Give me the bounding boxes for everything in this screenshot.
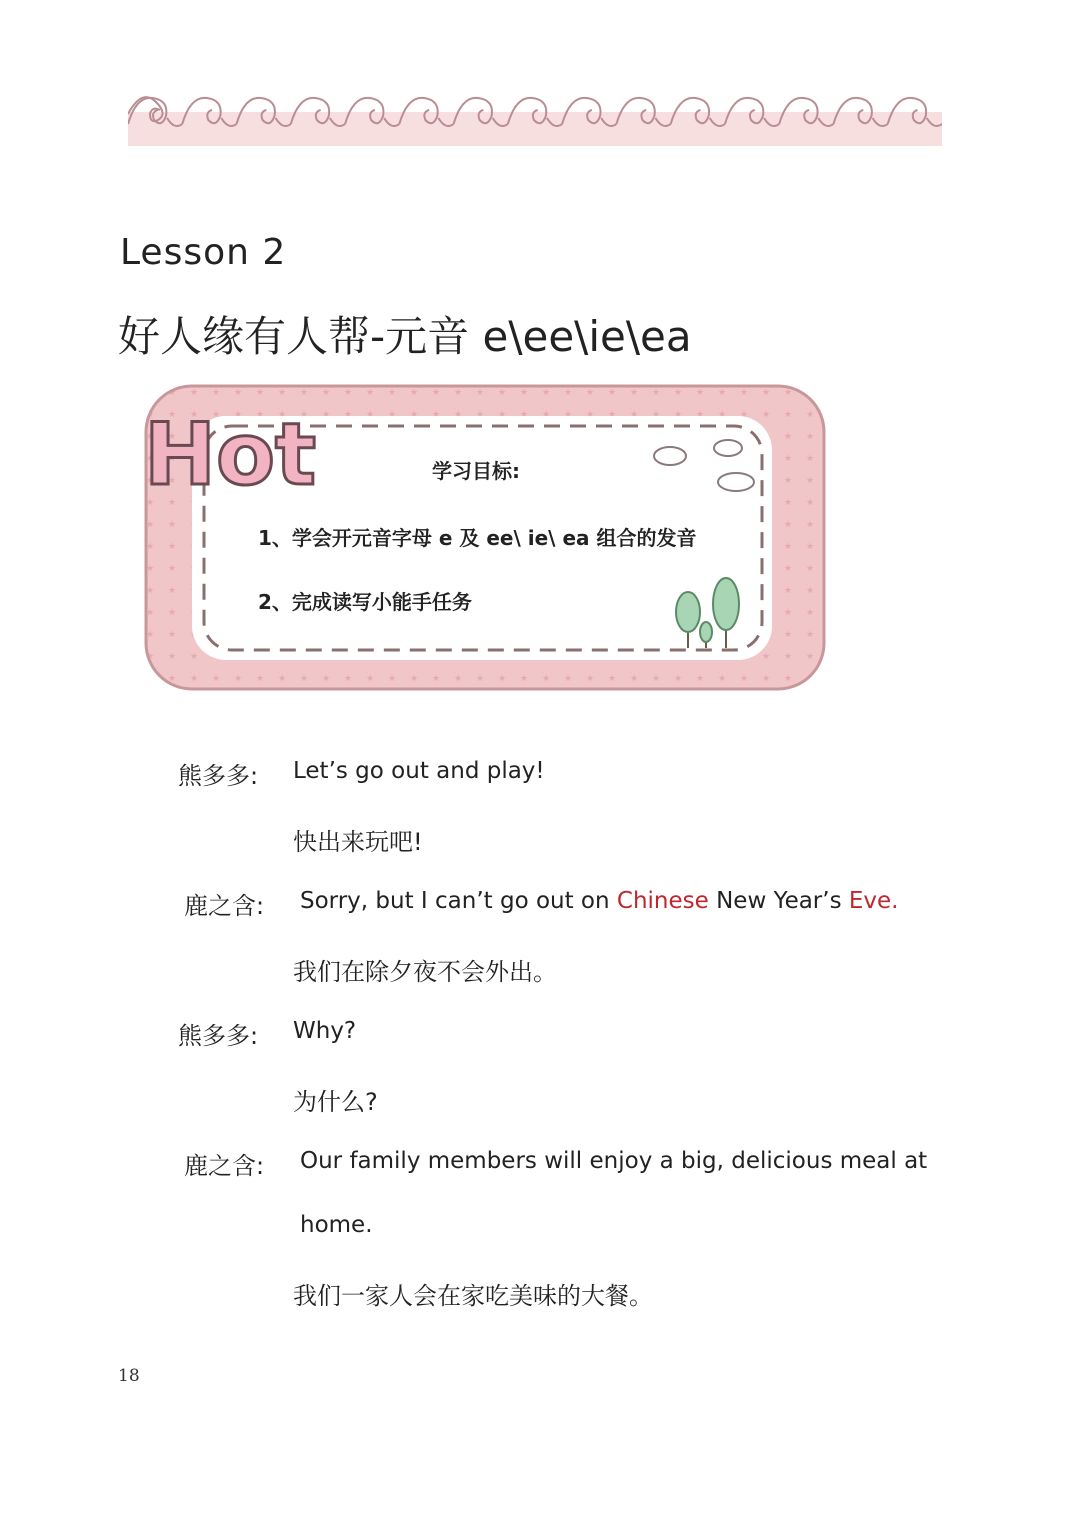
english-line: Let’s go out and play! xyxy=(293,758,545,784)
speaker-label: 熊多多: xyxy=(178,762,259,790)
text-segment: Sorry, but I can’t go out on xyxy=(300,888,617,914)
wave-border-decoration xyxy=(128,84,942,146)
chinese-line: 我们一家人会在家吃美味的大餐。 xyxy=(293,1282,653,1310)
hot-badge-icon xyxy=(144,405,316,505)
speaker-label: 熊多多: xyxy=(178,1022,259,1050)
goals-heading: 学习目标: xyxy=(432,459,520,483)
hot-badge-text: Hot xyxy=(144,405,317,505)
lesson-number: Lesson 2 xyxy=(120,232,287,273)
lesson-title: 好人缘有人帮-元音 e\ee\ie\ea xyxy=(118,312,692,361)
english-line-continued: home. xyxy=(300,1212,373,1238)
chinese-line: 快出来玩吧! xyxy=(293,828,423,856)
goal-item-2: 2、完成读写小能手任务 xyxy=(258,590,472,614)
chinese-line: 我们在除夕夜不会外出。 xyxy=(293,958,557,986)
highlight-word: Chinese xyxy=(616,888,709,914)
highlight-word: Eve. xyxy=(848,888,899,914)
goal-item-1: 1、学会开元音字母 e 及 ee\ ie\ ea 组合的发音 xyxy=(258,526,697,550)
text-segment: New Year’s xyxy=(708,888,849,914)
page-number: 18 xyxy=(118,1366,140,1386)
english-line: Our family members will enjoy a big, delicious meal at xyxy=(300,1148,928,1174)
speaker-label: 鹿之含: xyxy=(184,892,265,920)
english-line xyxy=(300,888,898,914)
speaker-label: 鹿之含: xyxy=(184,1152,265,1180)
english-line: Why? xyxy=(293,1018,357,1044)
chinese-line: 为什么? xyxy=(293,1088,378,1116)
